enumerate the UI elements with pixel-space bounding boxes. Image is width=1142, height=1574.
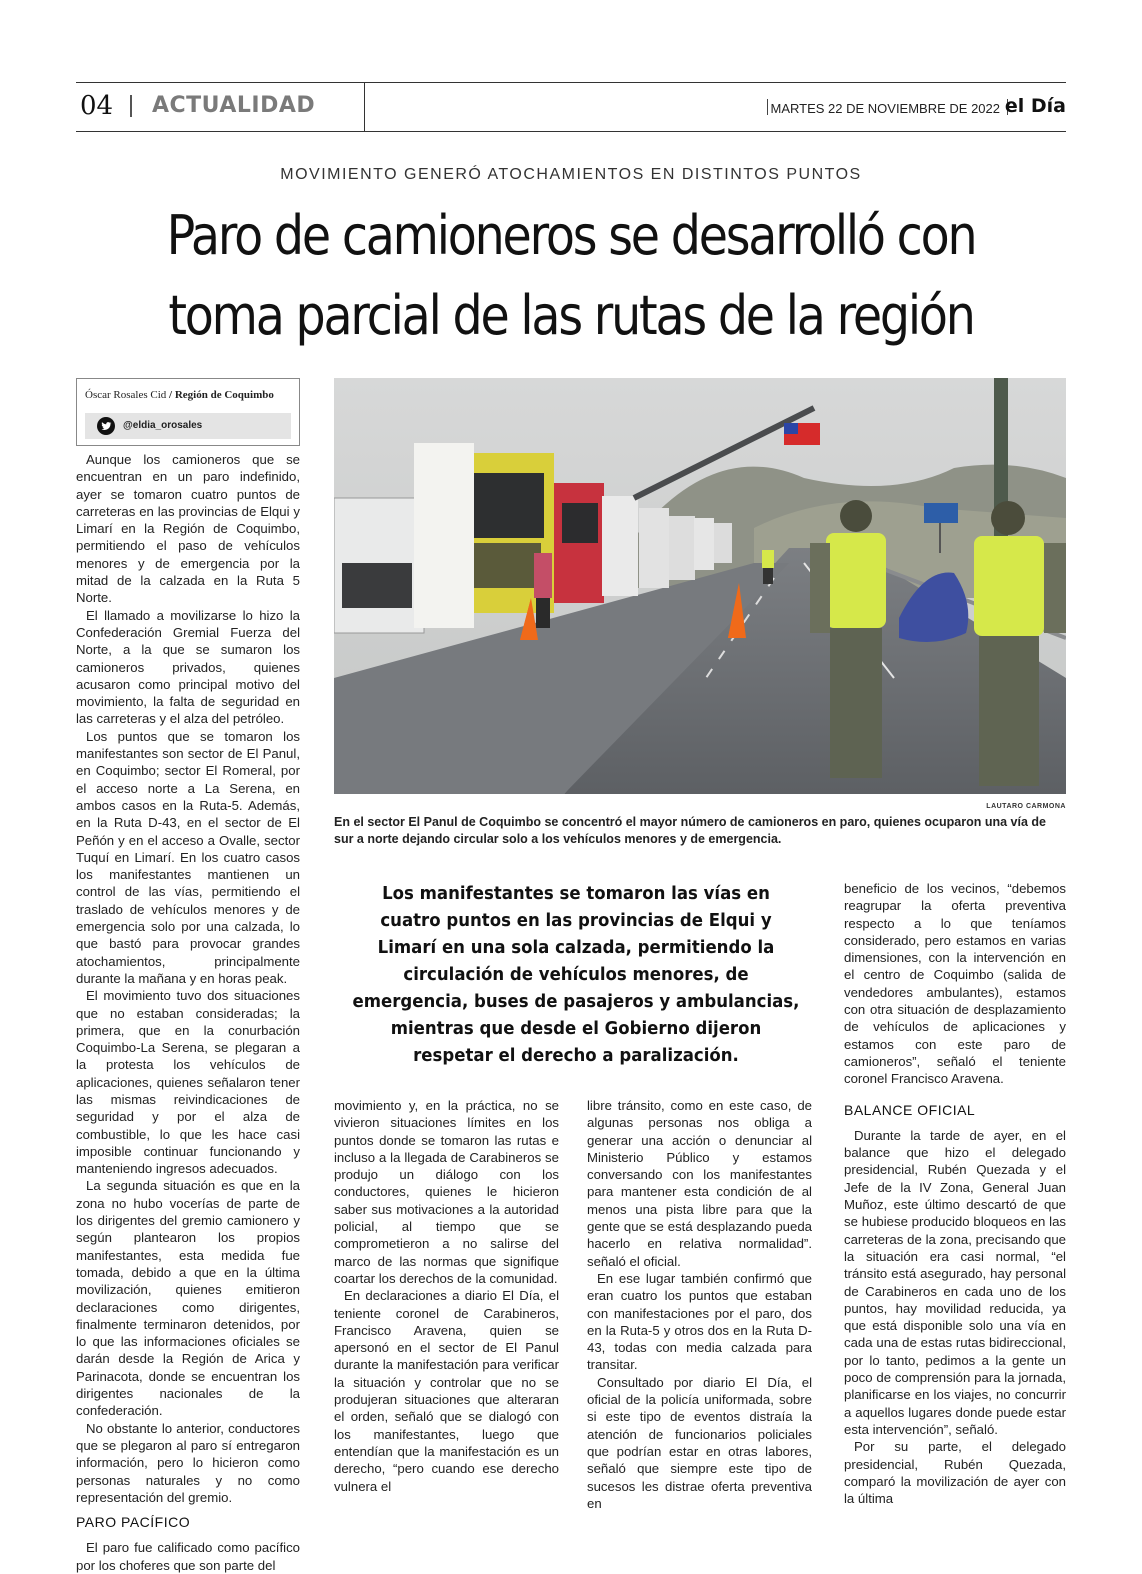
page-number: 04	[80, 91, 114, 121]
headline-line-1: Paro de camioneros se desarrolló con	[166, 204, 976, 267]
paragraph: movimiento y, en la práctica, no se vivieron situaciones límites en los puntos donde se tomaron las rutas e incluso a la llegada de Carabineros se produjo un diálogo con los conductores, quienes le hicieron saber sus motivaciones a la autoridad policial, al tiempo que se comprometieron a no salirse del marco de las normas que signifique coartar los derechos de la comunidad.	[334, 1098, 559, 1286]
header-divider	[130, 95, 132, 117]
paragraph: Los puntos que se tomaron los manifestantes son sector de El Panul, en Coquimbo; sector El Romeral, por el acceso norte a La Serena, en ambos casos en la Ruta-5. Además, en la Ruta D-43, en el sector de El Peñón y en el acceso a Ovalle, sector Tuquí en Limarí. En los cuatro casos los manifestantes mantienen un control de las vías, permitiendo el traslado de vehículos menores y de emergencia solo por una calzada, lo que bastó para provocar grandes atochamientos, principalmente durante la mañana y en horas peak.	[76, 728, 300, 986]
newspaper-logo: el Día	[1004, 95, 1066, 117]
subheading-paro-pacifico: PARO PACÍFICO	[76, 1514, 191, 1531]
date-divider	[767, 99, 768, 115]
headline-line-2: toma parcial de las rutas de la región	[168, 284, 974, 347]
header-vertical-rule	[364, 83, 365, 131]
page-header	[76, 83, 1066, 132]
byline-separator: /	[169, 389, 173, 401]
subheading-balance-oficial: BALANCE OFICIAL	[844, 1101, 976, 1118]
column-3	[587, 1097, 812, 1512]
byline-author	[85, 389, 274, 401]
column-1	[76, 451, 300, 1574]
paragraph: El paro fue calificado como pacífico por los choferes que son parte del	[76, 1540, 300, 1573]
twitter-handle: @eldia_orosales	[123, 420, 203, 431]
article-headline	[121, 196, 1020, 356]
byline-box	[76, 378, 300, 446]
paragraph: libre tránsito, como en este caso, de algunas personas nos obliga a generar una acción o denunciar al Ministerio Público y estamos conversando con los manifestantes para mantener esta condición de al menos una pista libre para que la gente que se está desplazando pueda hacerlo en relativa normalidad”. señaló el oficial.	[587, 1098, 812, 1269]
byline-location: Región de Coquimbo	[174, 389, 274, 401]
column-2	[334, 1097, 559, 1495]
twitter-icon	[97, 417, 115, 435]
issue-date: MARTES 22 DE NOVIEMBRE DE 2022	[770, 101, 1000, 116]
paragraph: La segunda situación es que en la zona no hubo vocerías de parte de los dirigentes del gremio camionero y según plantearon los propios manifestantes, esta medida fue tomada, debido a que en la última movilización, quienes emitieron declaraciones como dirigentes, finalmente terminaron detenidos, por lo que las informaciones oficiales se darán desde la Región de Arica y Parinacota, donde se encuentran los dirigentes nacionales de la confederación.	[76, 1178, 300, 1419]
pull-quote: Los manifestantes se tomaron las vías en cuatro puntos en las provincias de Elqui y Limarí en una sola calzada, permitiendo la circulación de vehículos menores, de emergencia, buses de pasajeros y ambulancias, mientras que desde el Gobierno dijeron respetar el derecho a paralización.	[352, 883, 800, 1066]
paragraph: El llamado a movilizarse lo hizo la Confederación Gremial Fuerza del Norte, a la que se sumaron los camioneros privados, quienes acusaron como principal motivo del movimiento, la falta de seguridad en las carreteras y el alza del petróleo.	[76, 607, 300, 727]
paragraph: En ese lugar también confirmó que eran cuatro los puntos que estaban con manifestaciones por el paro, dos en la Ruta-5 y otros dos en la Ruta D-43, todas con media calzada para transitar.	[587, 1270, 812, 1373]
paragraph: beneficio de los vecinos, “debemos reagrupar la oferta preventiva respecto a lo que teníamos considerado, pero estamos en varias dimensiones, con la intervención en el centro de Coquimbo (salida de vendedores ambulantes), estamos con otra situación de desplazamiento de vehículos de aplicaciones y estamos con este paro de camioneros”, señaló el teniente coronel Francisco Aravena.	[844, 881, 1066, 1087]
paragraph: Consultado por diario El Día, el oficial de la policía uniformada, sobre si este tipo de eventos distraía la atención de funcionarios policiales que podrían estar en otras labores, señaló que siempre este tipo de sucesos les distrae oferta preventiva en	[587, 1374, 812, 1511]
column-4	[844, 880, 1066, 1507]
photo-caption: En el sector El Panul de Coquimbo se concentró el mayor número de camioneros en paro, quienes ocuparon una vía de sur a norte dejando circular solo a los vehículos menores y de emergencia.	[334, 815, 1046, 846]
paragraph: En declaraciones a diario El Día, el teniente coronel de Carabineros, Francisco Aravena, quien se apersonó en el sector de El Panul durante la manifestación para verificar la situación y controlar que no se produjeran situaciones que alteraran el orden, señaló que se dialogó con los manifestantes, luego que entendían que la manifestación es un derecho, “pero cuando ese derecho vulnera el	[334, 1288, 559, 1494]
twitter-bar	[85, 413, 291, 439]
author-name: Óscar Rosales Cid	[85, 389, 167, 401]
paragraph: Durante la tarde de ayer, en el balance que hizo el delegado presidencial, Rubén Quezada y el Jefe de la IV Zona, General Juan Muñoz, este último descartó de que se hubiese producido bloqueos en las carreteras de la zona, precisando que la situación era casi normal, “el tránsito está asegurado, hay personal de Carabineros en cada uno de los puntos, hay movilidad reducida, ya que está disponible solo una vía en cada una de estas rutas bidireccional, por lo tanto, pedimos a la gente un poco de comprensión para la jornada, planificarse en los viajes, no concurrir a aquellos lugares donde puede estar esta intervención”, señaló.	[844, 1127, 1066, 1437]
paragraph: El movimiento tuvo dos situaciones que no estaban consideradas; la primera, que en la conurbación Coquimbo-La Serena, se plegaran a la protesta los vehículos de aplicaciones, quienes señalaron tener las mismas reivindicaciones de seguridad y por el alza de combustible, lo que les hace casi imposible continuar funcionando y manteniendo ingresos adecuados.	[76, 988, 300, 1177]
paragraph: No obstante lo anterior, conductores que se plegaron al paro sí entregaron información, pero lo hicieron como personas naturales y no como representación del gremio.	[76, 1420, 300, 1505]
photo-credit: LAUTARO CARMONA	[986, 803, 1066, 810]
news-photo	[334, 378, 1066, 794]
paragraph: Aunque los camioneros que se encuentran en un paro indefinido, ayer se tomaron cuatro puntos de carreteras en las provincias de Elqui y Limarí en la Región de Coquimbo, permitiendo el paso de vehículos menores y de emergencia por la mitad de la calzada en la Ruta 5 Norte.	[76, 452, 300, 606]
paragraph: Por su parte, el delegado presidencial, Rubén Quezada, comparó la movilización de ayer con la última	[844, 1439, 1066, 1507]
section-title: ACTUALIDAD	[152, 93, 316, 118]
article-kicker: MOVIMIENTO GENERÓ ATOCHAMIENTOS EN DISTINTOS PUNTOS	[280, 166, 862, 183]
